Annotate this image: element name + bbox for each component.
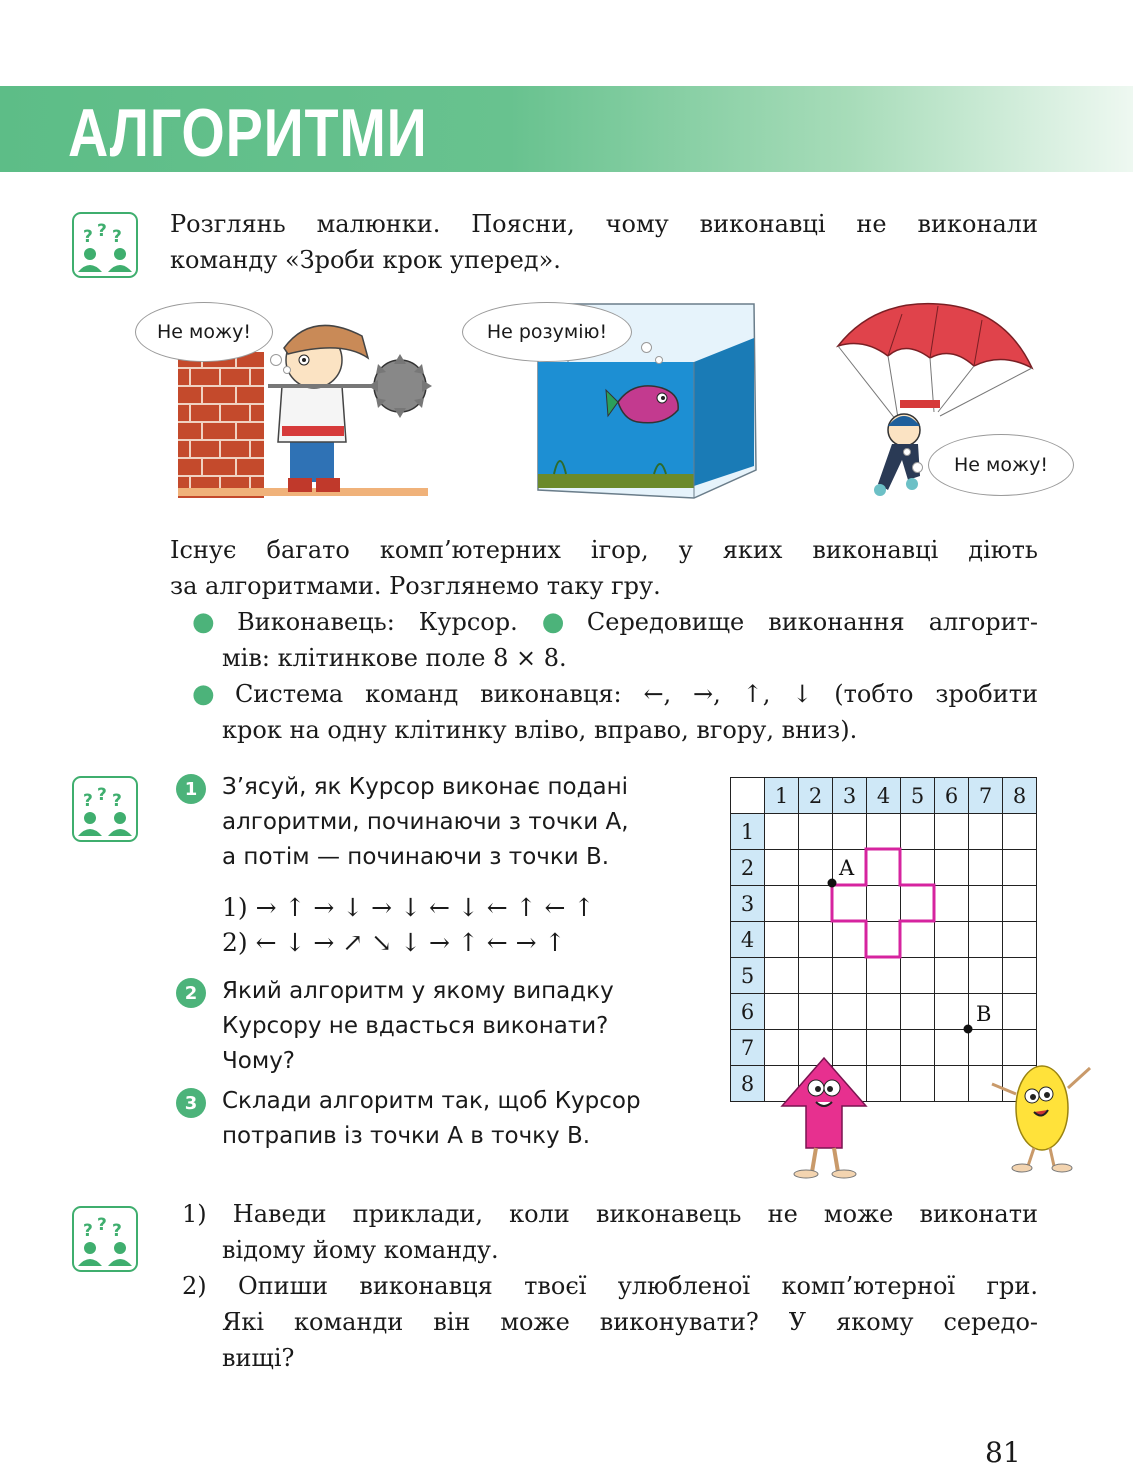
grid-col-header: 1 [765, 778, 799, 814]
algorithm-line: 1) → ↑ → ↓ → ↓ ← ↓ ← ↑ ← ↑ [222, 893, 595, 922]
grid-row-header: 6 [731, 994, 765, 1030]
grid-col-header: 5 [901, 778, 935, 814]
bullet-line: крок на одну клітинку вліво, вправо, вгору, вниз). [222, 716, 858, 744]
algorithms [222, 890, 594, 960]
speech-bubble [462, 302, 632, 362]
bullet-text: Виконавець: Курсор. [237, 608, 518, 636]
thought-dot [912, 462, 923, 473]
egg-character-illustration [984, 1058, 1102, 1176]
svg-text:?: ? [97, 1215, 107, 1235]
question-line: відому йому команду. [222, 1236, 499, 1264]
thought-dot [903, 448, 911, 456]
task-1-text [222, 770, 629, 875]
bullet-text: Система команд виконавця: ←, →, ↑, ↓ (тобто зробити [234, 680, 1039, 708]
grid-row-header: 1 [731, 814, 765, 850]
grid-col-header: 8 [1003, 778, 1037, 814]
task-line: а потім — починаючи з точки В. [222, 844, 610, 870]
page-number: 81 [985, 1436, 1021, 1469]
grid-row-header: 2 [731, 850, 765, 886]
svg-text:?: ? [97, 785, 107, 805]
bubble-text: Не розумію! [486, 321, 608, 343]
task-line: Курсору не вдасться виконати? [222, 1013, 609, 1039]
point-a-label: A [839, 856, 855, 880]
algorithm-line: 2) ← ↓ → ↗ ↘ ↓ → ↑ ← → ↑ [222, 928, 566, 957]
svg-text:?: ? [112, 791, 122, 811]
speech-bubble [135, 302, 273, 362]
bullet-line [192, 676, 1038, 712]
point-a-dot [828, 879, 837, 888]
thought-dot [655, 356, 663, 364]
task-number-2: 2 [176, 978, 206, 1008]
grid-row-header: 7 [731, 1030, 765, 1066]
task-line: Який алгоритм у якому випадку [222, 978, 614, 1004]
point-b-label: B [976, 1002, 992, 1026]
svg-text:?: ? [83, 1221, 93, 1241]
intro-line: команду «Зроби крок уперед». [170, 246, 561, 274]
task-2-text [222, 974, 614, 1079]
question-people-icon [72, 212, 138, 278]
svg-text:?: ? [97, 221, 107, 241]
bullet-line: мів: клітинкове поле 8 × 8. [222, 644, 567, 672]
bullet-dot: ● [192, 607, 232, 637]
intro-paragraph [170, 206, 1038, 278]
grid-col-header: 2 [799, 778, 833, 814]
speech-bubble [928, 434, 1074, 496]
task-3-text [222, 1084, 641, 1154]
svg-text:?: ? [83, 227, 93, 247]
question-line: 1) Наведи приклади, коли виконавець не може виконати [182, 1200, 1038, 1228]
bubble-text: Не можу! [157, 321, 251, 343]
grid-col-header: 3 [833, 778, 867, 814]
title-band [0, 86, 1133, 172]
svg-text:?: ? [83, 791, 93, 811]
task-number-1: 1 [176, 774, 206, 804]
task-line: З’ясуй, як Курсор виконає подані [222, 774, 628, 800]
bullet-dot: ● [541, 607, 581, 637]
page-title: АЛГОРИТМИ [68, 95, 428, 171]
grid-col-header: 6 [935, 778, 969, 814]
bullet-dot: ● [192, 679, 229, 709]
grid-row-header: 4 [731, 922, 765, 958]
grid-row-header: 8 [731, 1066, 765, 1102]
final-questions [182, 1196, 1038, 1376]
task-line: алгоритми, починаючи з точки А, [222, 809, 629, 835]
point-b-dot [964, 1025, 973, 1034]
bullet-list [192, 604, 1038, 748]
grid-row-header: 5 [731, 958, 765, 994]
thought-dot [283, 366, 291, 374]
thought-dot [641, 342, 652, 353]
intro-line: Розглянь малюнки. Поясни, чому виконавці не виконали [170, 210, 1038, 238]
question-people-icon [72, 776, 138, 842]
question-line: Які команди він може виконувати? У якому середо- [222, 1308, 1038, 1336]
bubble-text: Не можу! [954, 454, 1048, 476]
question-line: вищі? [222, 1344, 295, 1372]
arrow-character-illustration [778, 1056, 870, 1180]
task-number-3: 3 [176, 1088, 206, 1118]
question-people-icon [72, 1206, 138, 1272]
grid-col-header: 7 [969, 778, 1003, 814]
game-line: за алгоритмами. Розглянемо таку гру. [170, 572, 661, 600]
bullet-line [192, 604, 1038, 640]
thought-dot [270, 354, 282, 366]
grid-row-header: 3 [731, 886, 765, 922]
game-paragraph [170, 532, 1038, 604]
svg-text:?: ? [112, 227, 122, 247]
grid-col-header: 4 [867, 778, 901, 814]
task-line: Склади алгоритм так, щоб Курсор [222, 1088, 641, 1114]
task-line: Чому? [222, 1048, 296, 1074]
svg-text:?: ? [112, 1221, 122, 1241]
bullet-text: Середовище виконання алгорит- [586, 608, 1039, 636]
task-line: потрапив із точки А в точку В. [222, 1123, 591, 1149]
game-line: Існує багато комп’ютерних ігор, у яких виконавці діють [170, 536, 1038, 564]
question-line: 2) Опиши виконавця твоєї улюбленої комп’ютерної гри. [182, 1272, 1038, 1300]
